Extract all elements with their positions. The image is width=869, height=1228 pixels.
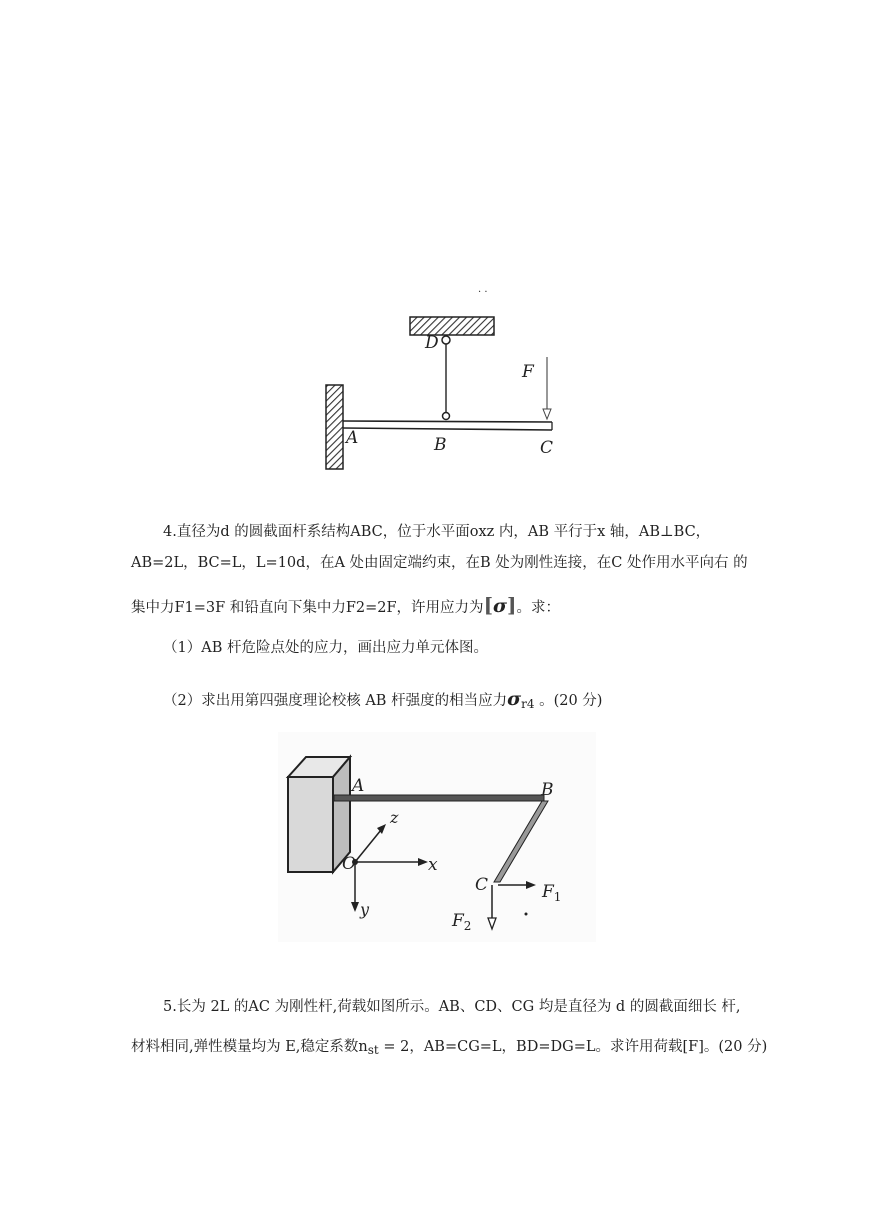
dot-mark (525, 913, 528, 916)
label-b: B (541, 780, 554, 800)
label-a: A (352, 776, 365, 796)
label-f: F (522, 362, 534, 382)
beam-bottom-edge (343, 428, 552, 430)
force-f-arrowhead (543, 409, 551, 419)
label-x: x (428, 855, 438, 875)
wall-support (326, 385, 343, 469)
sigma-symbol: σ (493, 595, 508, 617)
bracket-close: ] (507, 593, 517, 617)
label-f1: $F_1$ (542, 882, 562, 904)
problem4-question2: （2）求出用第四强度理论校核 AB 杆强度的相当应力$\sigma_{r4}$ 。(20 分) (163, 688, 603, 711)
label-d: D (425, 333, 439, 353)
label-c: C (475, 875, 489, 895)
label-b: B (434, 435, 447, 455)
fixed-block-front (288, 777, 333, 872)
ceiling-support (410, 317, 494, 335)
sigma-r4-symbol: σ (507, 688, 522, 710)
pin-b (443, 413, 450, 420)
problem4-line3: 集中力F1=3F 和铅直向下集中力F2=2F，许用应力为[σ]。求： (131, 593, 561, 617)
bent-bar-figure (278, 732, 596, 942)
problem5-line2: 材料相同,弹性模量均为 E,稳定系数$n_{st} = 2$，AB=CG=L，BD=DG=L。求许用荷载[F]。(20 分) (131, 1039, 768, 1057)
bracket-open: [ (483, 593, 494, 617)
bar-ab (334, 795, 544, 801)
label-c: C (540, 438, 554, 458)
problem4-line2: AB=2L，BC=L，L=10d，在A 处由固定端约束，在B 处为刚性连接，在C 处作用水平向右 的 (131, 555, 748, 571)
top-mark: · · (478, 287, 488, 298)
label-f2: $F_2$ (452, 911, 472, 933)
problem4-line1: 4.直径为d 的圆截面杆系结构ABC，位于水平面oxz 内，AB 平行于x 轴，AB⊥BC， (163, 524, 711, 540)
label-y: y (360, 900, 370, 919)
pin-d (442, 336, 450, 344)
beam-top-edge (343, 421, 552, 422)
label-a: A (346, 428, 359, 448)
problem4-question1: （1）AB 杆危险点处的应力，画出应力单元体图。 (163, 640, 488, 656)
problem5-line1: 5.长为 2L 的AC 为刚性杆,荷载如图所示。AB、CD、CG 均是直径为 d 的圆截面细长 杆, (163, 999, 741, 1015)
label-o: O (342, 854, 356, 874)
label-z: z (390, 808, 399, 827)
beam-tie-rod-figure (300, 285, 570, 475)
